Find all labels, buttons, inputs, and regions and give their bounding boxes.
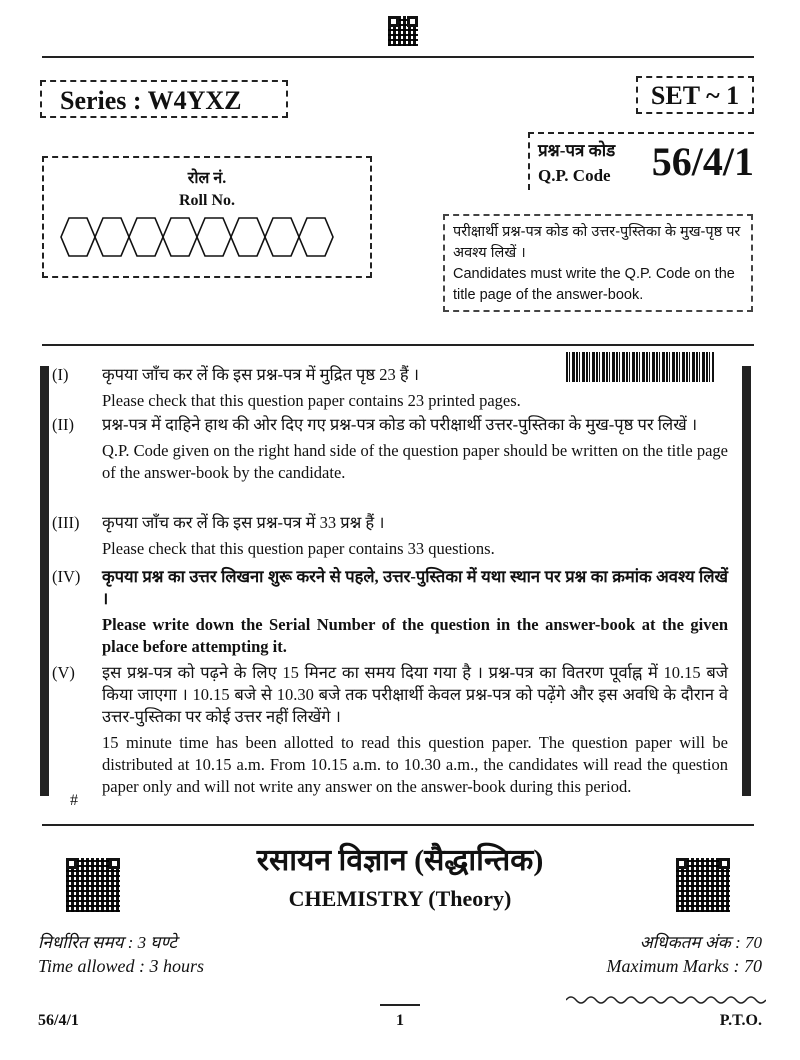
candidate-note — [443, 214, 753, 312]
instruction-hi: इस प्रश्न-पत्र को पढ़ने के लिए 15 मिनट का समय दिया गया है । प्रश्न-पत्र का वितरण पूर्वाह्न में 10.15 बजे किया जाएगा । 10.15 बजे से 10.30 बजे तक परीक्षार्थी केवल प्रश्न-पत्र को पढ़ेंगे और इस अवधि के दौरान वे उत्तर-पुस्तिका पर कोई उत्तर नहीं लिखेंगे । — [102, 663, 728, 726]
left-side-bar — [40, 366, 49, 796]
qp-code-label-en: Q.P. Code — [538, 166, 611, 185]
instruction-number: (V) — [52, 663, 75, 682]
max-marks-hi: अधिकतम अंक : 70 — [639, 933, 762, 952]
instruction-5 — [52, 662, 728, 802]
instruction-number: (III) — [52, 513, 80, 532]
instruction-number: (I) — [52, 365, 69, 384]
right-side-bar — [742, 366, 751, 796]
page-number: 1 — [396, 1012, 404, 1029]
note-en: Candidates must write the Q.P. Code on the title page of the answer-book. — [453, 266, 735, 303]
roll-label-hi: रोल नं. — [187, 170, 227, 187]
instructions-bottom-rule — [42, 824, 754, 826]
instruction-en: Please write down the Serial Number of the question in the answer-book at the given place before attempting it. — [102, 615, 728, 656]
instruction-number: (IV) — [52, 567, 81, 586]
instruction-hi: प्रश्न-पत्र में दाहिने हाथ की ओर दिए गए प्रश्न-पत्र कोड को परीक्षार्थी उत्तर-पुस्तिका के मुख-पृष्ठ पर लिखें । — [102, 415, 698, 434]
roll-label-en: Roll No. — [179, 192, 235, 209]
footer-qp-code: 56/4/1 — [38, 1012, 79, 1029]
qp-code-box — [528, 132, 754, 190]
instruction-2 — [52, 414, 728, 488]
pto-label: P.T.O. — [719, 1012, 762, 1029]
instruction-number: (II) — [52, 415, 74, 434]
instruction-en: 15 minute time has been allotted to read this question paper. The question paper will be distributed at 10.15 a.m. From 10.15 a.m. to 10.30 a.m., the candidates will read the question paper only and will not write any answer on the answer-book during this period. — [102, 733, 728, 796]
qr-code-top — [388, 16, 418, 46]
instructions-top-rule — [42, 344, 754, 346]
set-label: SET ~ 1 — [636, 76, 754, 114]
subject-title-hi: रसायन विज्ञान (सैद्धान्तिक) — [256, 844, 544, 877]
subject-title-en: CHEMISTRY (Theory) — [288, 886, 512, 911]
wavy-line — [566, 994, 766, 1006]
qp-code-label-hi: प्रश्न-पत्र कोड — [538, 141, 616, 160]
qp-code: 56/4/1 — [651, 139, 754, 184]
instruction-en: Please check that this question paper contains 33 questions. — [102, 539, 495, 558]
instruction-1 — [52, 364, 728, 416]
instruction-3 — [52, 512, 728, 564]
instruction-hi: कृपया प्रश्न का उत्तर लिखना शुरू करने से पहले, उत्तर-पुस्तिका में यथा स्थान पर प्रश्न का क्रमांक अवश्य लिखें । — [102, 567, 728, 608]
roll-number-cells[interactable] — [57, 212, 357, 262]
instruction-hi: कृपया जाँच कर लें कि इस प्रश्न-पत्र में मुद्रित पृष्ठ 23 हैं । — [102, 365, 419, 384]
hash-mark: # — [70, 792, 78, 809]
instruction-en: Please check that this question paper contains 23 printed pages. — [102, 391, 521, 410]
roll-number-box — [42, 156, 372, 278]
instruction-4 — [52, 566, 728, 662]
time-allowed-en: Time allowed : 3 hours — [38, 956, 205, 976]
note-hi: परीक्षार्थी प्रश्न-पत्र कोड को उत्तर-पुस्तिका के मुख-पृष्ठ पर अवश्य लिखें । — [453, 224, 741, 261]
max-marks-en: Maximum Marks : 70 — [606, 956, 762, 976]
instruction-hi: कृपया जाँच कर लें कि इस प्रश्न-पत्र में 33 प्रश्न हैं । — [102, 513, 385, 532]
instruction-en: Q.P. Code given on the right hand side of the question paper should be written on the title page of the answer-book by the candidate. — [102, 441, 728, 482]
top-rule — [42, 56, 754, 58]
series-label: Series : W4YXZ — [40, 80, 288, 118]
time-allowed-hi: निर्धारित समय : 3 घण्टे — [38, 933, 177, 952]
page-number-rule — [380, 1004, 420, 1006]
